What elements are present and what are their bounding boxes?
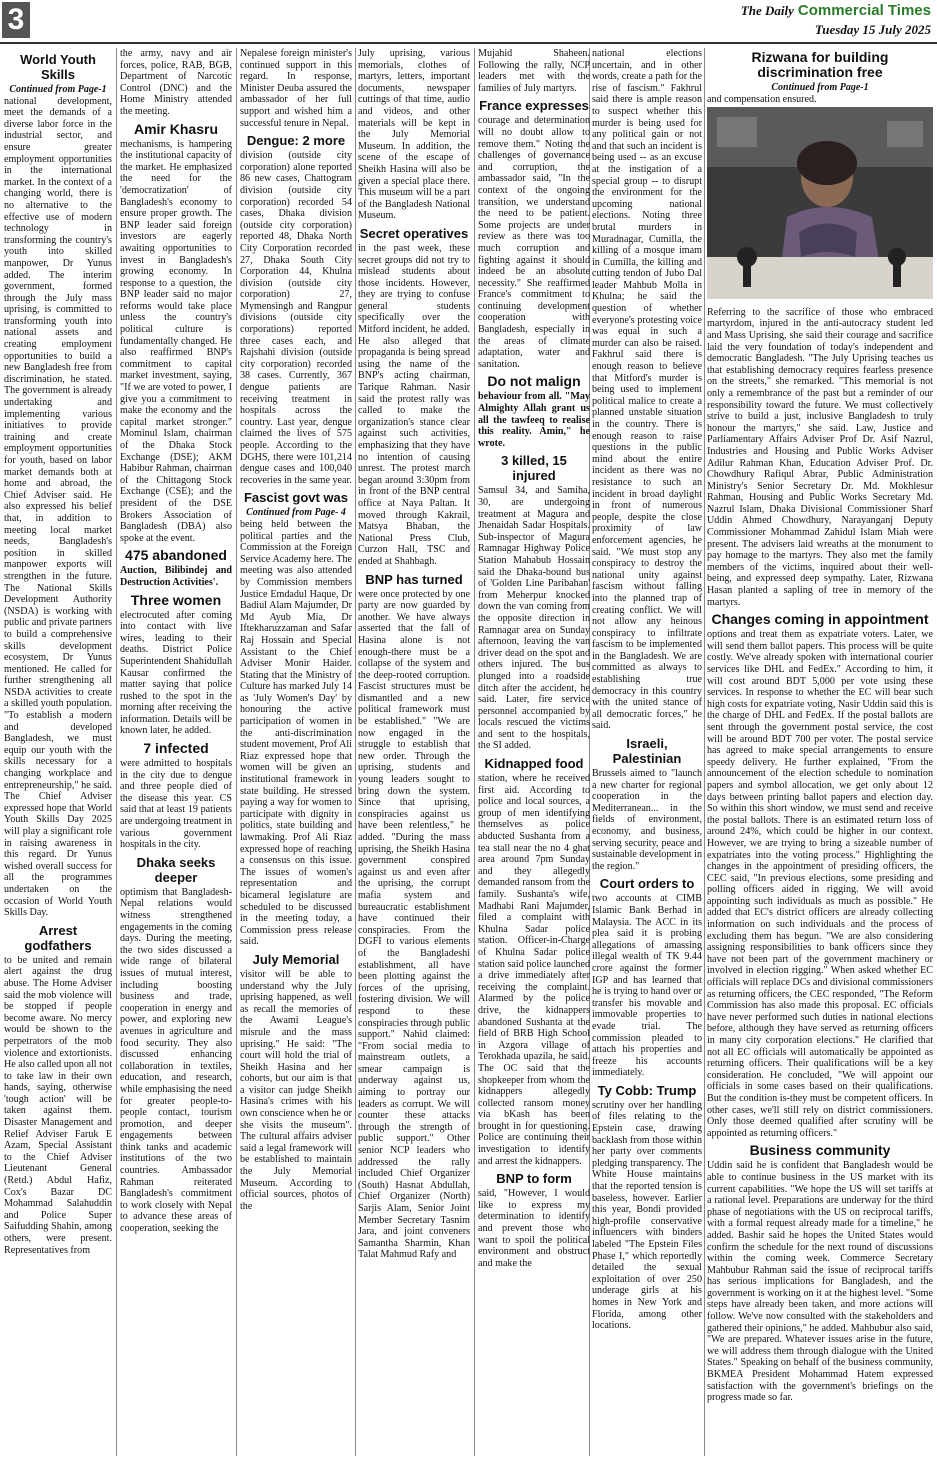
column-2 bbox=[120, 48, 232, 1456]
headline-kidnapped-food: Kidnapped food bbox=[484, 756, 584, 772]
column-rule bbox=[355, 48, 356, 1456]
headline-secret-operatives: Secret operatives bbox=[359, 225, 469, 241]
article-body: in the past week, these secret groups did not try to mislead students about those incidents. However, they are trying to confuse general students specifically over the Mitford incident, he added. He also alleged that propaganda is being spread using the name of the BNP's acting chairman, Tarique Rahman. Nasir said the protest rally was called to make the organization's stance clear against such activities, emphasizing that they have no intention of causing unrest. The protest march began around 3:30pm from in front of the BNP central office at Naya Paltan. It moved through Kakrail, Matsya Bhaban, the National Press Club, Curzon Hall, TSC and ended at Shahbagh. bbox=[358, 242, 470, 567]
article-body: Samsul 34, and Samiha, 30, are undergoing treatment at Magura and Jhenaidah Sadar Hospitals. Sub-inspector of Magura Ramnagar Highway Police Station Mahabub Hossain said the Dhaka-bound bus of 'Golden Line Paribahan' from Meherpur knocked down the van coming from the opposite direction in Ramnagar area on Sunday afternoon, leaving the van driver dead on the spot and others injured. The bus plunged into a roadside ditch after the accident, he said. Later, fire service personnel accompanied by locals rescued the victims and sent to the hospitals, the SI added. bbox=[478, 485, 590, 752]
article-body: to be united and remain alert against the drug abuse. The Home Adviser said the mob violence will be stopped if people become aware. No mercy would be shown to the perpetrators of the mob violence and extortionists. He also called upon all not to take law in their own hands, saying, otherwise 'tough action' will be taken against them. Disaster Management and Relief Adviser Faruk E Azam, Special Assistant to the Chief Adviser Lieutenant General (Retd.) Abdul Hafiz, Cox's Bazar DC Mohammad Salahuddin and Police Super Saifudding Shahin, among others, were present. Representatives from bbox=[4, 954, 112, 1256]
article-body: were admitted to hospitals in the city due to dengue and three people died of the disease this year. CS said that at least 19 patients are undergoing treatment in various government hospitals in the city. bbox=[120, 758, 232, 851]
article-body: the army, navy and air forces, police, RAB, BGB, Department of Narcotic Control (DNC) and the Home Ministry attended the meeting. bbox=[120, 48, 232, 117]
column-rule bbox=[474, 48, 475, 1456]
article-body: Nepalese foreign minister's continued support in this regard. In response, Minister Deuba assured the ambassador of her full support and wished him a successful tenure in Nepal. bbox=[240, 48, 352, 129]
headline-arrest-godfathers: Arrest godfathers bbox=[24, 922, 92, 953]
article-body: optimism that Bangladesh-Nepal relations would witness strengthened engagements in the coming days. During the meeting, the two sides discussed a wide range of bilateral issues of mutual interest, including boosting business and trade, cooperation in energy and power, and exploring new avenues in agriculture and food security. They also discussed enhancing collaboration in textiles, education, and research, while emphasising the need for greater people-to-people contact, tourism promotion, and deeper engagements between think tanks and academic institutions of the two countries. Ambassador Rahman reiterated Bangladesh's commitment to work closely with Nepal to advance these areas of cooperation, seeking the bbox=[120, 886, 232, 1235]
article-body: station, where he received first aid. According to police and local sources, a group of men identifying themselves as police abducted Sushanta from a tea stall near the no 4 ghat area around 7pm Sunday and they allegedly demanded ransom from the family. Sushanta's wife, Madhabi Rani Majumder, filed a complaint with Khulna Sadar police station. Officer-in-Charge of Khulna Sadar police station said police launched a drive immediately after receiving the complaint. Alarmed by the police drive, the kidnappers abandoned Sushanta at the field of BRB High School in Azgora village of Terokhada upazila, he said. The OC said that the shopkeeper from whom the kidnappers allegedly collected ransom money via bKash has been brought in for questioning. Police are continuing their investigation to identify and arrest the kidnappers. bbox=[478, 773, 590, 1167]
article-body: Auction, Bilibindej and Destruction Activities'. bbox=[120, 565, 232, 588]
headline-ty-cobb: Ty Cobb: Trump bbox=[597, 1082, 697, 1098]
page-number: 3 bbox=[2, 2, 30, 38]
headline-july-memorial: July Memorial bbox=[252, 951, 340, 967]
article-body: division (outside city corporation) alone reported 86 new cases, Chattogram division (outside city corporation) recorded 54 cases, Dhaka division (outside city corporation) reported 48, Dhaka North City Corporation recorded 27, Dhaka South City Corporation 44, Khulna division (outside city corporation) 27, Mymensingh and Rangpur divisions (outside city corporations) reported three cases each, and Rajshahi division (outside city corporation) recorded 38 cases. Currently, 367 dengue patients are receiving treatment in hospitals across the country. Last year, dengue claimed the lives of 575 people. According to the DGHS, there were 101,214 dengue cases and 100,040 recoveries in the same year. bbox=[240, 150, 352, 486]
continued-note: Continued from Page-1 bbox=[9, 84, 107, 95]
article-body: courage and determination will no doubt allow to remove them." Noting the challenges of governance and corruption, the ambassador said, "In the context of the ongoing transition, we understand the need to be patient. Some projects are under review as there was too much corruption and fighting against it should indeed be an absolute necessity." She reaffirmed France's commitment to continuing development cooperation with Bangladesh, especially in the areas of climate adaptation, water and sanitation. bbox=[478, 115, 590, 370]
headline-dhaka-seeks-deeper: Dhaka seeks deeper bbox=[136, 854, 216, 885]
article-body: two accounts at CIMB Islamic Bank Berhad in Malaysia. The ACC in its plea said it is probing allegations of amassing illegal wealth of TK 9.44 crore against the former IGP and has learned that he is trying to hand over or transfer his movable and immovable properties to evade trial. The commission pleaded to attach his properties and freeze his accounts immediately. bbox=[592, 893, 702, 1079]
article-body: options and treat them as expatriate voters. Later, we will send them ballot papers. This process will be quite costly. We've already spoken with international courier services like DHL and FedEx." According to him, it will cost around BDT 5,000 per vote using these services. In response to whether the EC will bear such high costs for expatriate voting, Nasir Uddin said this is the charge of DHL and FedEx. If the postal ballots are sent through the government postal service, the cost will be around BDT 700 per voter. The postal service has agreed to make special arrangements to ensure speedy delivery. He further explained, "From the announcement of the election schedule to nomination papers and symbol allocation, we get only about 12 days between printing ballot papers and election day. So within this short window, we must send and receive the postal ballots. There is an estimated return loss of around 24%, which could be higher in our context. However, we are trying to bring a sizeable number of expatriates into the voting process." Highlighting the changes in the appointment of presiding officers, the CEC said, "In previous elections, some presiding and polling officers aided in rigging. We will avoid appointing such individuals as much as possible." He added that EC's district officers are already collecting information on such individuals and the process of excluding them has begun. "We are also considering assigning responsibilities to bank officers since they have not been part of the government machinery or involved in election rigging." When asked whether EC officials will replace DCs and divisional commissioners as returning officers, the CEC responded, "The Reform Commission has also made this proposal. EC officials have never performed such duties in national elections before, although they have served as returning officers in many city corporation elections." He clarified that not all EC officials will automatically be appointed as returning officers. Their qualifications will be a key consideration. He concluded, "We will appoint our officials in some cases based on their qualifications. But the condition is-they must be competent officers. In other cases, we'll still rely on district commissioners. Only those deemed qualified after scrutiny will be appointed as returning officers." bbox=[707, 629, 933, 1139]
column-1 bbox=[4, 48, 112, 1456]
column-3 bbox=[240, 48, 352, 1456]
article-body: said, "However, I would like to express my determination to identify and prevent those who want to spoil the political environment and obstruct and make the bbox=[478, 1188, 590, 1269]
article-body: mechanisms, is hampering the institutional capacity of the market. He emphasized the need for the 'democratization' of Bangladesh's economy to ensure proper growth. The BNP leader said foreign investors are eagerly awaiting opportunities to invest in Bangladesh's growing economy. In response to a question, the BNP leader said no major reforms would take place unless the country's political culture is fundamentally changed. He also reaffirmed BNP's commitment to capital market investment, saying, "If we are voted to power, I give you a commitment to make the economy and the capital market stronger." Mominul Islam, chairman of the Dhaka Stock Exchange (DSE); AKM Habibur Rahman, chairman of the Chittagong Stock Exchange (CSE); and the president of the DSE Brokers Association of Bangladesh (DBA) also spoke at the event. bbox=[120, 138, 232, 544]
article-body: Brussels aimed to "launch a new charter for regional cooperation in the Mediterranean... in the fields of environment, economy, and business, serving security, peace and sustainable development in the region." bbox=[592, 768, 702, 872]
press-conference-photo bbox=[707, 107, 933, 299]
article-body: scrutiny over her handling of files relating to the Epstein case, drawing backlash from those within her party over comments pledging transparency. The White House maintains that the reported tension is baseless, however. Earlier this year, Bondi provided high-profile conservative influencers with binders labeled "The Epstein Files Phase I," which reportedly detailed the sexual exploitation of over 250 underage girls at his homes in New York and Florida, among other locations. bbox=[592, 1099, 702, 1332]
headline-7-infected: 7 infected bbox=[143, 740, 209, 757]
headline-dengue: Dengue: 2 more bbox=[246, 133, 346, 149]
article-body: national development, meet the demands of a diverse labor force in the industrial sector, and ensure greater employment opportunities in the international market. In the context of a changing world, there is no alternative to the effective use of modern technology in transforming the country's youth into skilled manpower, Dr Yunus added. The interim government, formed through the July mass uprising, is committed to transforming youth into national assets and creating employment opportunities to build a new Bangladesh free from discrimination, he stated. The government is already undertaking and implementing various initiatives to provide training and create employment opportunities for youth, based on labor market demands both at home and abroad, the Chief Adviser said. He also expressed his belief that, in addition to meeting local market needs, Bangladesh's position in skilled manpower exports will strengthen in the future. The National Skills Development Authority (NSDA) is working with public and private partners to build a comprehensive skills development ecosystem, Dr Yunus mentioned. He called for further strengthening all NSDA activities to create a skilled youth population. "To establish a modern and developed Bangladesh, we must equip our youth with the skills necessary for a changing workplace and entrepreneurship," he said. The Chief Adviser expressed hope that World Youth Skills Day 2025 will play a significant role in raising awareness in this regard. Dr Yunus wished overall success for all the programmes undertaken on the occasion of World Youth Skills Day. bbox=[4, 95, 112, 919]
headline-amir-khasru: Amir Khasru bbox=[133, 120, 219, 137]
publication-date: Tuesday 15 July 2025 bbox=[814, 22, 931, 37]
headline-business-community: Business community bbox=[749, 1142, 891, 1159]
article-body: Mujahid Shaheen. Following the rally, NCP leaders met with the families of July martyrs. bbox=[478, 48, 590, 94]
article-body: Referring to the sacrifice of those who embraced martyrdom, injured in the anti-autocracy student led and Mass Uprising, she said their courage and sacrifice laid the very foundation of today's independent and democratic Bangladesh. "The July Uprising teaches us that establishing democracy requires fearless presence on the streets," she remarked. "This memorial is not only a remembrance of the past but a reminder of our responsibility toward the future. We must collectively strive to build a just, inclusive Bangladesh to truly honour the martyrs," she said. Law, Justice and Parliamentary Affairs Adviser Prof Dr. Asif Nazrul, Industries and Housing and Public Works Adviser Adilur Rahman Khan, Education Adviser Prof. Dr. Chowdhury Rafiqul Abrar, Public Administration Ministry's Senior Secretary Dr. Md. Mokhlesur Rahman, Housing and Public Works Secretary Md. Nazrul Islam, Dhaka Divisional Commissioner Sharf Uddin Ahmed Chowdhury, Narayanganj Deputy Commissioner Mohammad Zahidul Islam Miah were present. The advisers laid wreaths at the monument to pay homage to the martyrs. They also met the family members of the victims, inquired about their well-being, and expressed deep sympathy. Later, Rizwana Hasan planted a sapling of tree in memory of the martyrs. bbox=[707, 306, 933, 608]
column-4 bbox=[358, 48, 470, 1456]
column-7 bbox=[707, 48, 933, 1456]
paper-name bbox=[741, 2, 931, 19]
column-rule bbox=[704, 48, 705, 1456]
masthead bbox=[0, 0, 937, 44]
article-body: visitor will be able to understand why the July uprising happened, as well as recall the memories of the Awami League's misrule and the mass uprising." He said: "The court will hold the trial of Sheikh Hasina and her cohorts, but our aim is that a visitor can judge Sheikh Hasina's crimes with his own conscience when he or she visits the museum". The cultural affairs adviser said a legal framework will be established to maintain the July Memorial Museum. According to official sources, photos of the bbox=[240, 968, 352, 1212]
headline-475-abandoned: 475 abandoned bbox=[125, 547, 227, 564]
paper-prefix: The Daily bbox=[740, 3, 794, 18]
column-rule bbox=[236, 48, 237, 1456]
column-5 bbox=[478, 48, 590, 1456]
continued-note: Continued from Page- 4 bbox=[246, 507, 346, 519]
headline-three-women: Three women bbox=[130, 591, 222, 608]
article-body: electrocuted after coming into contact with live wires, leading to their deaths. District Police Superintendent Shahidullah Kausar confirmed the matter saying that police rushed to the spot in the morning after receiving the information. Details will be known later, he added. bbox=[120, 609, 232, 737]
headline-bnp-has-turned: BNP has turned bbox=[365, 571, 463, 587]
headline-3-killed: 3 killed, 15 injured bbox=[501, 453, 567, 484]
article-body: national elections uncertain, and in other words, create a path for the rise of fascism." Fakhrul said there is ample reason to suspect whether this murder is being used for any political gain or not and that such an incident is being used -- as an excuse at the instigation of a special group -- to disrupt the environment for the upcoming national elections. Noting three brutal murders in Muradnagar, Cumilla, the killing of a mosque imam in Cumilla, the killing and cutting tendon of Jubo Dal leader Mahbub Molla in Khulna; he said the question of whether everyone's protesting voice was equal in such a murder can also be raised. Fakhrul said there is enough reason to believe that Mitford's murder is being used to implement political malice to create a planned unstable situation in the country. There is enough reason to raise questions in the public mind about the entire incident as there was no resistance to such an incident in broad daylight in front of numerous people, despite the close proximity of law enforcement agencies, he said. "We must stop any conspiracy to destroy the national unity against fascism without falling into the planned trap of creating conflict. We will not allow any heinous conspiracy to infiltrate fascism to be implemented in the Bangladesh. We are committed as always to establishing true democracy in this country with the united stance of all democratic forces," he said. bbox=[592, 48, 702, 732]
article-body: behaviour from all. "May Almighty Allah grant us all the tawfeeq to realise this reality. Amin," he wrote. bbox=[478, 391, 590, 449]
headline-rizwana: Rizwana for building discrimination free bbox=[751, 49, 889, 80]
article-body: Uddin said he is confident that Bangladesh would be able to continue business in the US market with its current capabilities. "We hope the US will set tariffs at a rational level. Preparations are underway for the third phase of negotiations with the US on reciprocal tariffs, with a formal request already made for a timeline," he added. Bashir said he hopes the United States would confirm the schedule for the next round of discussions within the coming week. Commerce Secretary Mahbubur Rahman said the issue of reciprocal tariffs has serious implications for Bangladesh, and the government is working on it at the highest level. "Some steps have already been taken, and more actions will follow. We've now consulted with the stakeholders and gathered their opinions," he added. Mahbubur also said, "We are prepared. Whatever issues arise in the future, we will address them through dialogue with the United States." Speaking on behalf of the business community, BKMEA President Mohammad Hatem expressed satisfaction with the government's briefings on the progress made so far. bbox=[707, 1160, 933, 1404]
column-rule bbox=[116, 48, 117, 1456]
paper-title: Commercial Times bbox=[797, 2, 931, 19]
headline-israeli-palestinian: Israeli, Palestinian bbox=[612, 736, 682, 767]
headline-changes-coming: Changes coming in appointment bbox=[711, 611, 929, 628]
headline-do-not-malign: Do not malign bbox=[487, 373, 581, 390]
article-body: being held between the political parties and the Commission at the Foreign Service Academy here. The meeting was also attended by Commission members Justice Emdadul Haque, Dr Badiul Alam Majumder, Dr Md Ayub Mia, Dr Iftekharuzzaman and Safar Raj Hossain and Special Assistant to the Chief Adviser Monir Haider. Stating that the Ministry of Culture has marked July 14 as 'July Women's Day' by honouring the active participation of women in the anti-discrimination student movement, Prof Ali Riaz expressed hope that women will be given an institutional framework in state building. He stressed paying a way for women to participate with dignity in politics, state building and lawmaking. Prof Ali Riaz expressed hope of reaching a consensus on this issue. The issues of women's representation and bicameral legislature are scheduled to be discussed in the meeting today, a Commission press release said. bbox=[240, 518, 352, 948]
continued-note: Continued from Page-1 bbox=[771, 82, 869, 93]
article-lead: and compensation ensured. bbox=[707, 93, 817, 105]
headline-france-expresses: France expresses bbox=[479, 98, 589, 114]
article-body: were once protected by one party are now guarded by another. We have always asserted that the fall of Hasina alone is not enough-there must be a collapse of the system and the deep-rooted corruption. Fascist structures must be dismantled and a new political framework must be established." "We are now engaged in the struggle to establish that new order. Through the uprising, students and young leaders sought to bring down the system. Since that uprising, conspiracies against us have been relentless," he added. "During the mass uprising, the Sheikh Hasina government conspired against us and even after the uprising, the corrupt mafia system and bureaucratic establishment have continued their conspiracies. From the DGFI to various elements of the Bangladeshi establishment, all have been plotting against the forces of the uprising, fostering division. We will respond to these conspiracies through public support." Nahid claimed: "From social media to mainstream outlets, a smear campaign is underway against us, aiming to portray our leaders as corrupt. We will counter these attacks through the strength of public support." Other senior NCP leaders who addressed the rally included Chief Organizer (South) Hasnat Abdullah, Chief Organizer (North) Sarjis Alam, Senior Joint Member Secretary Tasnim Jara, and joint conveners Samantha Sharmin, Khan Talat Mahmud Rafy and bbox=[358, 588, 470, 1261]
headline-world-youth-skills: World Youth Skills bbox=[20, 52, 96, 82]
headline-fascist-govt: Fascist govt was bbox=[243, 490, 349, 506]
article-body: July uprising, various memorials, clothes of martyrs, letters, important documents, newspaper cuttings of that time, audio and videos, and other materials will be kept in the July Memorial Museum. In addition, the scene of the escape of Sheikh Hasina will also be given a special place there. This museum will be a part of the Bangladesh National Museum. bbox=[358, 48, 470, 222]
headline-court-orders: Court orders to bbox=[599, 876, 695, 892]
column-6 bbox=[592, 48, 702, 1456]
headline-bnp-to-form: BNP to form bbox=[496, 1171, 572, 1187]
